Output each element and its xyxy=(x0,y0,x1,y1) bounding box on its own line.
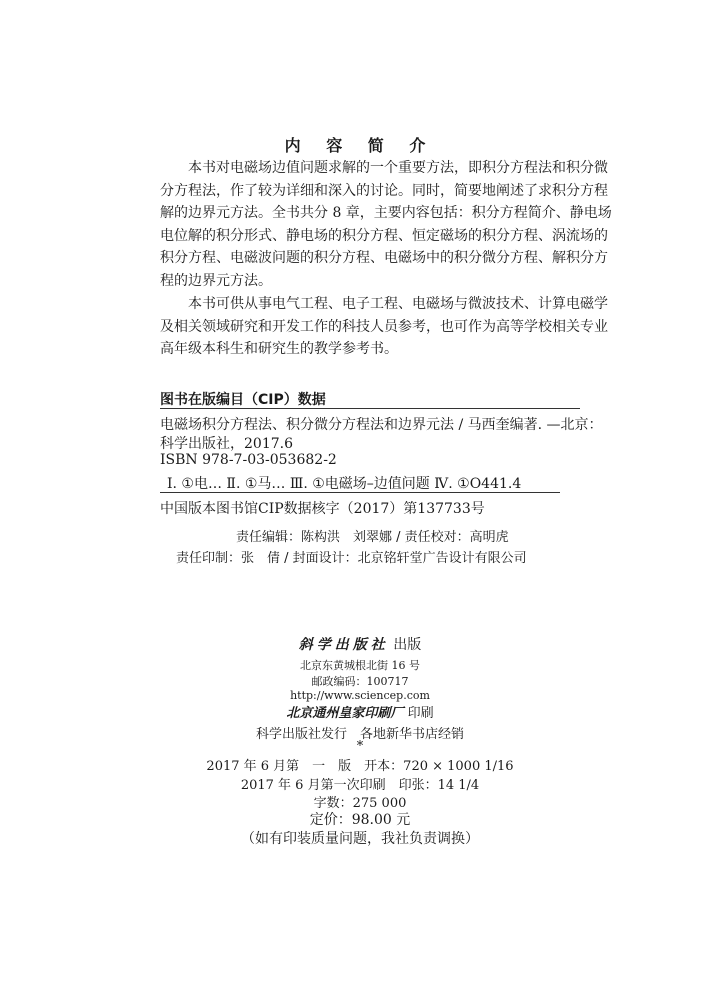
publisher-postcode: 邮政编码：100717 xyxy=(311,675,409,688)
printer-line xyxy=(0,702,720,721)
price: 定价：98.00 元 xyxy=(309,812,411,828)
printing-info: 2017 年 6 月第一次印刷 印张：14 1/4 xyxy=(240,778,480,793)
publisher-address: 北京东黄城根北街 16 号 xyxy=(300,659,420,672)
publisher-name: 斜学出版社 xyxy=(298,637,389,653)
separator-star: * xyxy=(356,739,364,754)
cip-record: 中国版本图书馆CIP数据核字（2017）第137733号 xyxy=(160,501,485,517)
publisher-url: http://www.sciencep.com xyxy=(290,689,430,702)
text-line: 高年级本科生和研究生的教学参考书。 xyxy=(160,341,398,358)
credits-production: 责任印制：张 倩 / 封面设计：北京铭轩堂广告设计有限公司 xyxy=(176,551,527,566)
publisher-line xyxy=(0,634,720,654)
text-line: 解的边界元方法。全书共分 8 章，主要内容包括：积分方程简介、静电场 xyxy=(160,205,612,222)
credits-editors: 责任编辑：陈构洪 刘翠娜 / 责任校对：高明虎 xyxy=(236,530,509,545)
cip-classification: Ⅰ. ①电… Ⅱ. ①马… Ⅲ. ①电磁场–边值问题 Ⅳ. ①O441.4 xyxy=(167,476,522,492)
publisher-suffix: 出版 xyxy=(388,637,422,653)
cip-top-rule xyxy=(160,408,580,409)
cip-bottom-rule xyxy=(160,492,560,493)
cip-isbn: ISBN 978-7-03-053682-2 xyxy=(160,452,337,468)
printer-suffix: 印刷 xyxy=(403,706,434,721)
text-line: 程的边界元方法。 xyxy=(160,272,272,289)
distribution: 科学出版社发行 各地新华书店经销 xyxy=(255,727,464,742)
text-line: 积分方程、电磁波问题的积分方程、电磁场中的积分微分方程、解积分方 xyxy=(160,250,608,267)
cip-heading: 图书在版编目（CIP）数据 xyxy=(160,392,326,408)
text-line: 分方程法，作了较为详细和深入的讨论。同时，简要地阐述了求积分方程 xyxy=(160,182,608,199)
text-line: 本书可供从事电气工程、电子工程、电磁场与微波技术、计算电磁学 xyxy=(188,296,608,312)
text-line: 及相关领域研究和开发工作的科技人员参考，也可作为高等学校相关专业 xyxy=(160,318,608,335)
cip-publisher-line: 科学出版社，2017.6 xyxy=(160,436,293,452)
cip-title-line: 电磁场积分方程法、积分微分方程法和边界元法 / 马西奎编著. —北京： xyxy=(160,417,603,433)
printer-name: 北京通州皇家印刷厂 xyxy=(286,706,404,721)
word-count: 字数：275 000 xyxy=(313,796,407,811)
text-line: 电位解的积分形式、静电场的积分方程、恒定磁场的积分方程、涡流场的 xyxy=(160,227,608,244)
summary-title: 内 容 简 介 xyxy=(284,136,436,155)
edition-info: 2017 年 6 月第 一 版 开本：720 × 1000 1/16 xyxy=(206,759,514,774)
summary-paragraph-1 xyxy=(160,157,612,293)
quality-note: （如有印装质量问题，我社负责调换） xyxy=(241,831,479,847)
text-line: 本书对电磁场边值问题求解的一个重要方法，即积分方程法和积分微 xyxy=(188,160,608,176)
summary-paragraph-2 xyxy=(160,293,608,361)
